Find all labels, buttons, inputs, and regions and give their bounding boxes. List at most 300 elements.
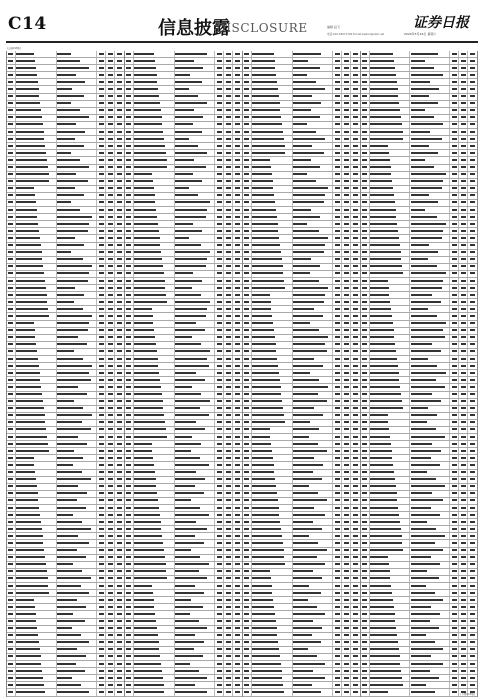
cell-text-ink bbox=[108, 492, 113, 494]
table-cell bbox=[57, 689, 98, 695]
cell-text-ink bbox=[335, 223, 340, 225]
table-cell bbox=[243, 278, 252, 284]
cell-text-ink bbox=[117, 187, 122, 189]
cell-text-ink bbox=[244, 329, 249, 331]
cell-text-ink bbox=[57, 329, 88, 331]
table-cell bbox=[333, 122, 342, 128]
cell-text-ink bbox=[108, 294, 113, 296]
cell-text-ink bbox=[362, 138, 367, 140]
cell-text-ink bbox=[126, 358, 131, 360]
cell-text-ink bbox=[353, 280, 358, 282]
table-cell bbox=[7, 406, 16, 412]
table-cell bbox=[361, 65, 370, 71]
table-cell bbox=[7, 214, 16, 220]
cell-text-ink bbox=[16, 223, 38, 225]
cell-text-ink bbox=[362, 606, 367, 608]
cell-text-ink bbox=[99, 102, 104, 104]
cell-text-ink bbox=[16, 209, 37, 211]
table-cell bbox=[243, 626, 252, 632]
table-row bbox=[125, 193, 242, 200]
cell-text-ink bbox=[134, 53, 154, 55]
cell-text-ink bbox=[16, 563, 46, 565]
cell-text-ink bbox=[470, 670, 475, 672]
cell-text-ink bbox=[461, 386, 466, 388]
cell-text-ink bbox=[175, 294, 201, 296]
table-cell bbox=[175, 86, 216, 92]
table-cell bbox=[97, 349, 106, 355]
cell-text-ink bbox=[134, 577, 167, 579]
cell-text-ink bbox=[370, 585, 391, 587]
cell-text-ink bbox=[411, 514, 440, 516]
cell-text-ink bbox=[126, 350, 131, 352]
cell-text-ink bbox=[353, 372, 358, 374]
table-cell bbox=[233, 434, 242, 440]
cell-text-ink bbox=[252, 507, 279, 509]
cell-text-ink bbox=[126, 535, 131, 537]
table-cell bbox=[106, 299, 115, 305]
table-cell bbox=[233, 328, 242, 334]
table-cell bbox=[450, 108, 459, 114]
table-cell bbox=[342, 633, 351, 639]
table-cell bbox=[351, 165, 360, 171]
page-header bbox=[0, 0, 484, 42]
table-cell bbox=[459, 179, 468, 185]
table-cell bbox=[450, 661, 459, 667]
table-cell bbox=[97, 477, 106, 483]
table-cell bbox=[175, 633, 216, 639]
table-cell bbox=[106, 583, 115, 589]
cell-text-ink bbox=[353, 393, 358, 395]
cell-text-ink bbox=[134, 209, 156, 211]
table-cell bbox=[342, 250, 351, 256]
cell-text-ink bbox=[252, 379, 280, 381]
table-cell bbox=[233, 243, 242, 249]
table-cell bbox=[459, 250, 468, 256]
cell-text-ink bbox=[344, 606, 349, 608]
table-cell bbox=[115, 533, 124, 539]
table-cell bbox=[410, 462, 450, 468]
cell-text-ink bbox=[293, 471, 313, 473]
table-cell bbox=[215, 328, 224, 334]
table-cell bbox=[293, 626, 334, 632]
cell-text-ink bbox=[411, 343, 432, 345]
table-cell bbox=[16, 498, 57, 504]
cell-text-ink bbox=[226, 641, 231, 643]
table-row bbox=[361, 569, 477, 576]
table-cell bbox=[215, 165, 224, 171]
cell-text-ink bbox=[217, 436, 222, 438]
table-cell bbox=[293, 562, 334, 568]
table-row bbox=[243, 235, 360, 242]
cell-text-ink bbox=[461, 677, 466, 679]
table-cell bbox=[450, 299, 459, 305]
cell-text-ink bbox=[108, 287, 113, 289]
cell-text-ink bbox=[370, 400, 402, 402]
table-row bbox=[125, 583, 242, 590]
table-cell bbox=[97, 292, 106, 298]
cell-text-ink bbox=[8, 428, 13, 430]
table-cell bbox=[57, 377, 98, 383]
table-cell bbox=[134, 498, 175, 504]
table-cell bbox=[106, 335, 115, 341]
cell-text-ink bbox=[344, 634, 349, 636]
table-cell bbox=[459, 682, 468, 688]
table-cell bbox=[351, 512, 360, 518]
table-row bbox=[125, 356, 242, 363]
table-row bbox=[243, 228, 360, 235]
table-cell bbox=[450, 342, 459, 348]
cell-text-ink bbox=[99, 606, 104, 608]
table-cell bbox=[351, 271, 360, 277]
cell-text-ink bbox=[57, 528, 91, 530]
cell-text-ink bbox=[126, 95, 131, 97]
table-cell bbox=[134, 328, 175, 334]
cell-text-ink bbox=[99, 542, 104, 544]
cell-text-ink bbox=[362, 421, 367, 423]
cell-text-ink bbox=[362, 428, 367, 430]
table-cell bbox=[233, 455, 242, 461]
table-cell bbox=[7, 150, 16, 156]
table-cell bbox=[333, 392, 342, 398]
table-cell bbox=[215, 108, 224, 114]
table-cell bbox=[410, 58, 450, 64]
cell-text-ink bbox=[293, 315, 323, 317]
table-cell bbox=[459, 590, 468, 596]
cell-text-ink bbox=[461, 145, 466, 147]
cell-text-ink bbox=[370, 634, 397, 636]
cell-text-ink bbox=[175, 507, 200, 509]
table-cell bbox=[215, 377, 224, 383]
table-cell bbox=[450, 285, 459, 291]
cell-text-ink bbox=[470, 216, 475, 218]
cell-text-ink bbox=[175, 627, 207, 629]
cell-text-ink bbox=[175, 535, 195, 537]
cell-text-ink bbox=[99, 201, 104, 203]
cell-text-ink bbox=[117, 457, 122, 459]
cell-text-ink bbox=[362, 648, 367, 650]
table-cell bbox=[333, 406, 342, 412]
cell-text-ink bbox=[244, 655, 249, 657]
table-cell bbox=[410, 427, 450, 433]
cell-text-ink bbox=[452, 329, 457, 331]
table-row bbox=[361, 441, 477, 448]
table-cell bbox=[7, 271, 16, 277]
table-cell bbox=[468, 392, 477, 398]
cell-text-ink bbox=[117, 343, 122, 345]
table-cell bbox=[115, 583, 124, 589]
table-cell bbox=[293, 214, 334, 220]
table-cell bbox=[7, 157, 16, 163]
table-cell bbox=[293, 654, 334, 660]
table-cell bbox=[252, 328, 293, 334]
table-cell bbox=[175, 172, 216, 178]
table-cell bbox=[115, 668, 124, 674]
table-cell bbox=[243, 441, 252, 447]
cell-text-ink bbox=[217, 499, 222, 501]
table-cell bbox=[125, 477, 134, 483]
table-row bbox=[7, 555, 124, 562]
cell-text-ink bbox=[411, 599, 443, 601]
table-row bbox=[361, 278, 477, 285]
table-cell bbox=[468, 108, 477, 114]
table-cell bbox=[106, 214, 115, 220]
table-row bbox=[7, 214, 124, 221]
cell-text-ink bbox=[452, 521, 457, 523]
table-cell bbox=[16, 377, 57, 383]
table-cell bbox=[252, 576, 293, 582]
table-row bbox=[243, 384, 360, 391]
cell-text-ink bbox=[335, 194, 340, 196]
cell-text-ink bbox=[461, 301, 466, 303]
cell-text-ink bbox=[470, 308, 475, 310]
cell-text-ink bbox=[108, 634, 113, 636]
cell-text-ink bbox=[452, 102, 457, 104]
table-cell bbox=[115, 377, 124, 383]
cell-text-ink bbox=[353, 492, 358, 494]
table-cell bbox=[224, 278, 233, 284]
table-cell bbox=[333, 214, 342, 220]
table-cell bbox=[252, 363, 293, 369]
cell-text-ink bbox=[252, 265, 283, 267]
cell-text-ink bbox=[252, 180, 273, 182]
cell-text-ink bbox=[57, 95, 84, 97]
table-cell bbox=[97, 420, 106, 426]
table-cell bbox=[370, 491, 410, 497]
cell-text-ink bbox=[108, 499, 113, 501]
table-cell bbox=[175, 292, 216, 298]
cell-text-ink bbox=[244, 443, 249, 445]
table-cell bbox=[16, 278, 57, 284]
table-cell bbox=[97, 682, 106, 688]
table-cell bbox=[410, 498, 450, 504]
table-cell bbox=[410, 165, 450, 171]
cell-text-ink bbox=[335, 287, 340, 289]
table-cell bbox=[450, 228, 459, 234]
cell-text-ink bbox=[244, 343, 249, 345]
table-cell bbox=[293, 356, 334, 362]
cell-text-ink bbox=[8, 606, 13, 608]
table-cell bbox=[370, 108, 410, 114]
cell-text-ink bbox=[344, 585, 349, 587]
cell-text-ink bbox=[226, 450, 231, 452]
cell-text-ink bbox=[134, 648, 159, 650]
cell-text-ink bbox=[226, 159, 231, 161]
table-cell bbox=[175, 470, 216, 476]
cell-text-ink bbox=[344, 53, 349, 55]
cell-text-ink bbox=[362, 294, 367, 296]
cell-text-ink bbox=[470, 166, 475, 168]
table-cell bbox=[252, 186, 293, 192]
cell-text-ink bbox=[293, 563, 325, 565]
table-cell bbox=[468, 604, 477, 610]
cell-text-ink bbox=[252, 634, 277, 636]
table-cell bbox=[224, 363, 233, 369]
table-cell bbox=[243, 498, 252, 504]
table-cell bbox=[450, 498, 459, 504]
table-cell bbox=[361, 555, 370, 561]
cell-text-ink bbox=[57, 606, 86, 608]
cell-text-ink bbox=[353, 379, 358, 381]
cell-text-ink bbox=[370, 272, 403, 274]
cell-text-ink bbox=[411, 620, 430, 622]
table-cell bbox=[459, 633, 468, 639]
table-cell bbox=[215, 626, 224, 632]
table-cell bbox=[134, 349, 175, 355]
cell-text-ink bbox=[217, 570, 222, 572]
table-cell bbox=[233, 384, 242, 390]
table-cell bbox=[224, 441, 233, 447]
cell-text-ink bbox=[244, 265, 249, 267]
cell-text-ink bbox=[344, 322, 349, 324]
table-row bbox=[7, 157, 124, 164]
table-cell bbox=[175, 157, 216, 163]
cell-text-ink bbox=[335, 343, 340, 345]
table-cell bbox=[97, 526, 106, 532]
table-cell bbox=[115, 186, 124, 192]
table-cell bbox=[16, 179, 57, 185]
cell-text-ink bbox=[470, 372, 475, 374]
table-cell bbox=[97, 533, 106, 539]
table-cell bbox=[224, 505, 233, 511]
cell-text-ink bbox=[226, 350, 231, 352]
table-cell bbox=[233, 363, 242, 369]
cell-text-ink bbox=[370, 450, 392, 452]
cell-text-ink bbox=[126, 209, 131, 211]
cell-text-ink bbox=[175, 655, 203, 657]
table-row bbox=[361, 597, 477, 604]
table-cell bbox=[106, 321, 115, 327]
table-cell bbox=[7, 342, 16, 348]
cell-text-ink bbox=[99, 223, 104, 225]
table-cell bbox=[106, 519, 115, 525]
table-cell bbox=[468, 243, 477, 249]
cell-text-ink bbox=[461, 159, 466, 161]
cell-text-ink bbox=[335, 443, 340, 445]
cell-text-ink bbox=[353, 88, 358, 90]
cell-text-ink bbox=[411, 485, 445, 487]
table-row bbox=[7, 335, 124, 342]
cell-text-ink bbox=[217, 244, 222, 246]
cell-text-ink bbox=[99, 365, 104, 367]
table-cell bbox=[293, 512, 334, 518]
table-cell bbox=[293, 193, 334, 199]
cell-text-ink bbox=[470, 343, 475, 345]
cell-text-ink bbox=[244, 173, 249, 175]
table-cell bbox=[459, 583, 468, 589]
cell-text-ink bbox=[226, 123, 231, 125]
table-cell bbox=[106, 555, 115, 561]
table-cell bbox=[252, 413, 293, 419]
table-cell bbox=[293, 384, 334, 390]
cell-text-ink bbox=[235, 663, 240, 665]
table-cell bbox=[7, 235, 16, 241]
cell-text-ink bbox=[344, 379, 349, 381]
table-cell bbox=[57, 448, 98, 454]
table-cell bbox=[97, 647, 106, 653]
table-cell bbox=[450, 477, 459, 483]
table-cell bbox=[468, 377, 477, 383]
cell-text-ink bbox=[235, 606, 240, 608]
cell-text-ink bbox=[175, 400, 210, 402]
table-cell bbox=[252, 349, 293, 355]
table-row bbox=[243, 250, 360, 257]
cell-text-ink bbox=[226, 88, 231, 90]
table-cell bbox=[134, 675, 175, 681]
table-cell bbox=[224, 257, 233, 263]
table-cell bbox=[450, 470, 459, 476]
cell-text-ink bbox=[108, 194, 113, 196]
table-cell bbox=[16, 94, 57, 100]
table-cell bbox=[115, 597, 124, 603]
table-cell bbox=[16, 533, 57, 539]
cell-text-ink bbox=[134, 159, 167, 161]
table-row bbox=[361, 619, 477, 626]
table-cell bbox=[468, 157, 477, 163]
table-cell bbox=[224, 221, 233, 227]
table-cell bbox=[175, 576, 216, 582]
table-cell bbox=[459, 86, 468, 92]
table-cell bbox=[215, 548, 224, 554]
table-cell bbox=[459, 200, 468, 206]
table-cell bbox=[16, 335, 57, 341]
cell-text-ink bbox=[252, 159, 270, 161]
table-cell bbox=[233, 604, 242, 610]
table-cell bbox=[243, 555, 252, 561]
cell-text-ink bbox=[461, 499, 466, 501]
cell-text-ink bbox=[99, 216, 104, 218]
cell-text-ink bbox=[175, 329, 205, 331]
table-cell bbox=[215, 278, 224, 284]
table-cell bbox=[459, 136, 468, 142]
cell-text-ink bbox=[353, 223, 358, 225]
cell-text-ink bbox=[335, 180, 340, 182]
cell-text-ink bbox=[244, 301, 249, 303]
cell-text-ink bbox=[370, 563, 389, 565]
cell-text-ink bbox=[57, 400, 74, 402]
table-cell bbox=[370, 441, 410, 447]
cell-text-ink bbox=[335, 677, 340, 679]
table-cell bbox=[215, 363, 224, 369]
table-cell bbox=[351, 313, 360, 319]
table-cell bbox=[459, 406, 468, 412]
table-cell bbox=[97, 207, 106, 213]
cell-text-ink bbox=[252, 436, 270, 438]
cell-text-ink bbox=[99, 570, 104, 572]
table-cell bbox=[243, 477, 252, 483]
cell-text-ink bbox=[252, 116, 281, 118]
cell-text-ink bbox=[353, 244, 358, 246]
cell-text-ink bbox=[217, 457, 222, 459]
table-cell bbox=[243, 186, 252, 192]
table-cell bbox=[333, 675, 342, 681]
table-cell bbox=[106, 533, 115, 539]
cell-text-ink bbox=[175, 464, 209, 466]
table-cell bbox=[252, 619, 293, 625]
table-cell bbox=[361, 129, 370, 135]
table-cell bbox=[16, 590, 57, 596]
table-row bbox=[361, 136, 477, 143]
cell-text-ink bbox=[344, 230, 349, 232]
table-cell bbox=[97, 214, 106, 220]
table-cell bbox=[224, 157, 233, 163]
table-cell bbox=[370, 342, 410, 348]
cell-text-ink bbox=[470, 585, 475, 587]
table-cell bbox=[57, 193, 98, 199]
table-cell bbox=[115, 356, 124, 362]
table-cell bbox=[16, 548, 57, 554]
cell-text-ink bbox=[252, 670, 282, 672]
cell-text-ink bbox=[175, 414, 209, 416]
